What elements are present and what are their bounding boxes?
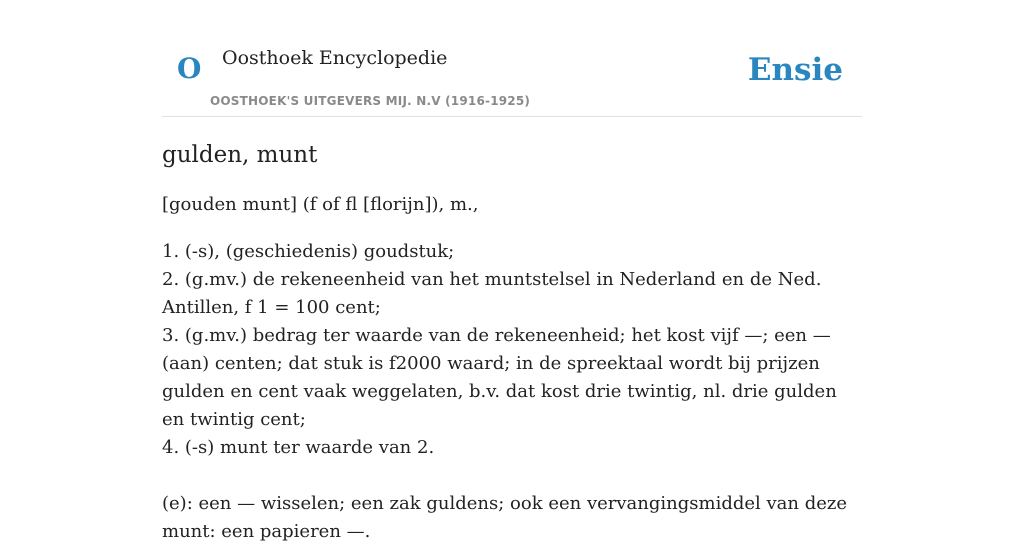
entry-title: gulden, munt (162, 142, 318, 168)
site-subtitle: OOSTHOEK'S UITGEVERS MIJ. N.V (1916-1925) (210, 94, 531, 108)
definition-item: 3. (g.mv.) bedrag ter waarde van de rekeneenheid; het kost vijf —; een —(aan) centen; dat stuk is f2000 waard; in de spreektaal wordt bij prijzen gulden en cent vaak weggelaten, b.v. dat kost drie twintig, nl. drie gulden en twintig cent; (162, 325, 837, 430)
definition-list (162, 238, 862, 462)
site-header (162, 0, 862, 117)
site-title[interactable]: Oosthoek Encyclopedie (222, 47, 448, 69)
ensie-home-link[interactable]: Ensie (747, 52, 843, 88)
entry-etymology: [gouden munt] (f of fl [florijn]), m., (162, 194, 479, 215)
usage-examples: (e): een — wisselen; een zak guldens; ook een vervangingsmiddel van deze munt: een papieren —. (162, 493, 848, 542)
definition-item: 4. (-s) munt ter waarde van 2. (162, 437, 435, 458)
site-logo-icon[interactable]: O (177, 52, 202, 85)
entry-content (162, 117, 862, 546)
definition-item: 2. (g.mv.) de rekeneenheid van het muntstelsel in Nederland en de Ned. Antillen, f 1 = 100 cent; (162, 269, 822, 318)
page (162, 0, 862, 546)
definition-item: 1. (-s), (geschiedenis) goudstuk; (162, 241, 455, 262)
